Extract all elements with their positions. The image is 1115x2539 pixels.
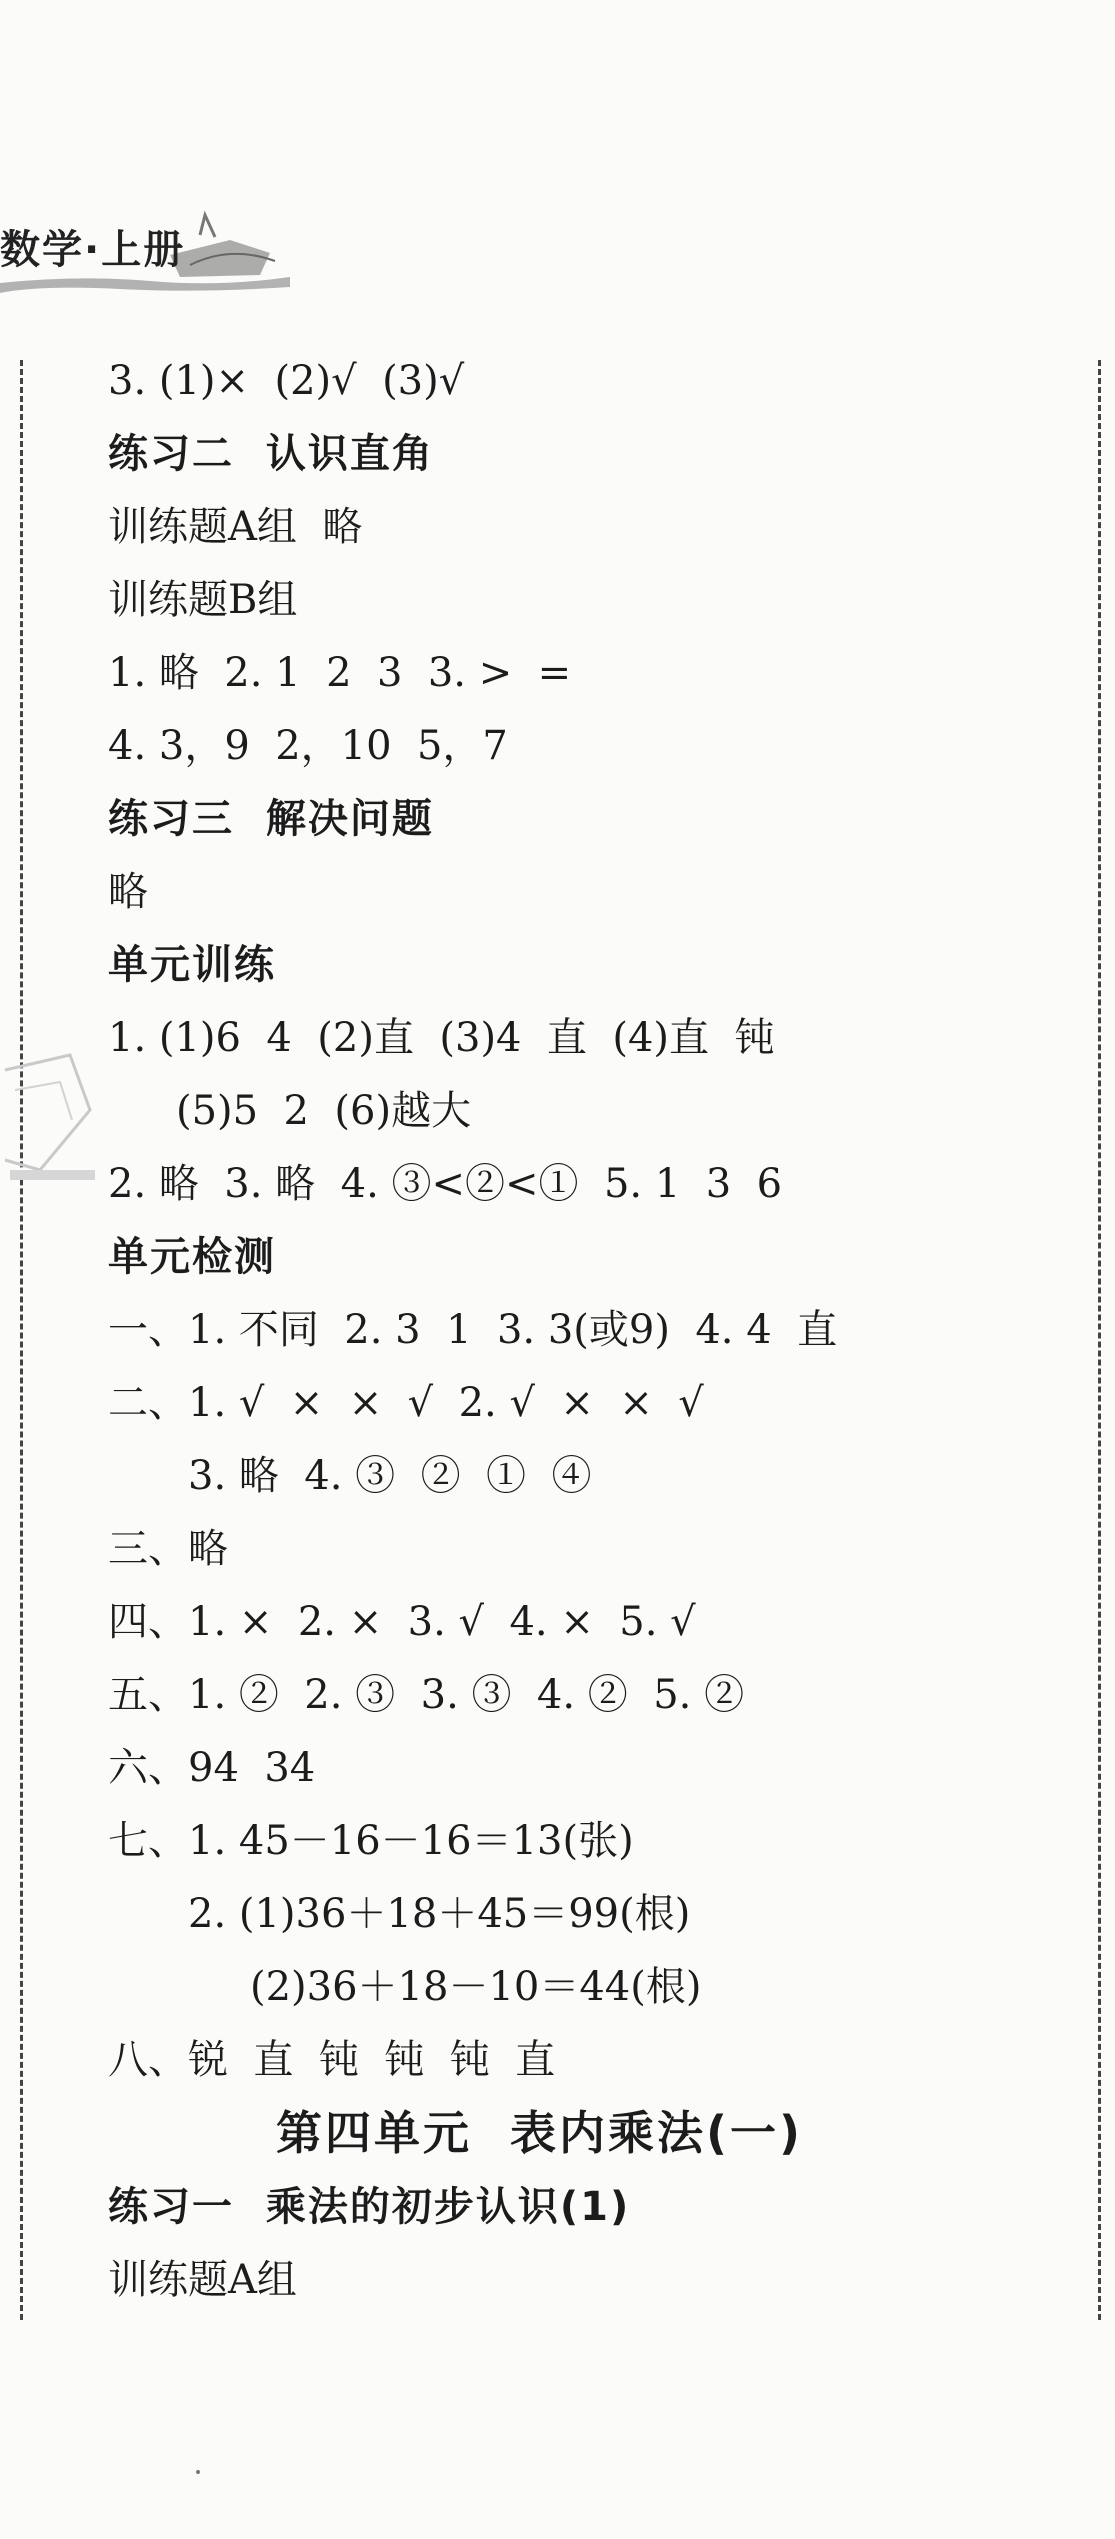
answer-line: (2)36＋18－10＝44(根): [250, 1964, 702, 2010]
right-dashed-margin: [1098, 360, 1101, 2320]
answer-line: 3. (1)× (2)√ (3)√: [108, 358, 465, 404]
answer-line: 二、1. √ × × √ 2. √ × × √: [108, 1380, 704, 1426]
answer-line: 八、锐 直 钝 钝 钝 直: [108, 2037, 556, 2083]
answer-line: (5)5 2 (6)越大: [176, 1088, 472, 1134]
answer-line: 四、1. × 2. × 3. √ 4. × 5. √: [108, 1599, 696, 1645]
answer-line: 五、1. ② 2. ③ 3. ③ 4. ② 5. ②: [108, 1672, 745, 1718]
answer-line: 三、略: [108, 1526, 228, 1572]
answer-line: 训练题A组 略: [108, 504, 363, 550]
answer-line: 4. 3，9 2，10 5，7: [108, 723, 508, 769]
left-dashed-margin: [20, 360, 23, 2320]
answer-line: 七、1. 45－16－16＝13(张): [108, 1818, 634, 1864]
section-heading: 单元训练: [108, 942, 276, 988]
faint-stamp-mark: [0, 1050, 110, 1220]
answer-line: 六、94 34: [108, 1745, 316, 1791]
answer-line: 3. 略 4. ③ ② ① ④: [188, 1453, 592, 1499]
book-header-label: 数学·上册: [0, 227, 186, 273]
section-heading: 练习三 解决问题: [108, 796, 434, 842]
answer-line: 训练题B组: [108, 577, 298, 623]
answer-line: 2. (1)36＋18＋45＝99(根): [188, 1891, 691, 1937]
answer-line: 略: [108, 869, 148, 915]
speck: [196, 2470, 200, 2474]
answer-line: 一、1. 不同 2. 3 1 3. 3(或9) 4. 4 直: [108, 1307, 838, 1353]
answer-line: 1. (1)6 4 (2)直 (3)4 直 (4)直 钝: [108, 1015, 775, 1061]
unit-title: 第四单元 表内乘法(一): [276, 2106, 804, 2160]
section-heading: 单元检测: [108, 1234, 276, 1280]
section-heading: 练习二 认识直角: [108, 431, 434, 477]
answer-line: 1. 略 2. 1 2 3 3. > =: [108, 650, 572, 696]
section-heading: 练习一 乘法的初步认识(1): [108, 2184, 631, 2230]
answer-line: 2. 略 3. 略 4. ③<②<① 5. 1 3 6: [108, 1161, 783, 1207]
answer-line: 训练题A组: [108, 2257, 297, 2303]
